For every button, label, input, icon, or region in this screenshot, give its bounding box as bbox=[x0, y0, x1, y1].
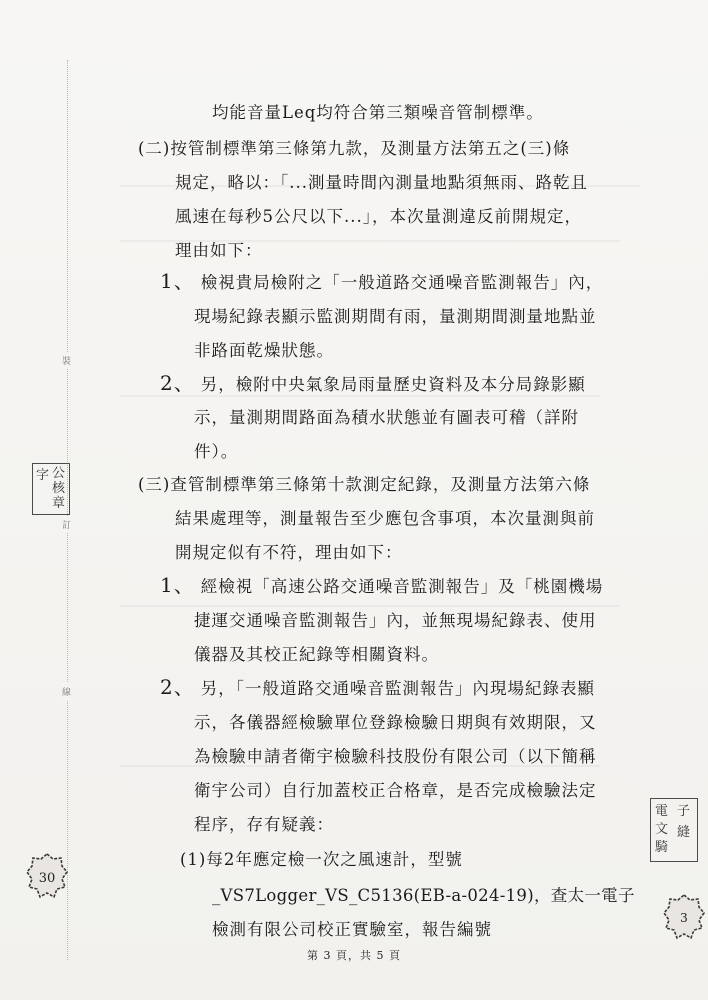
sub-item-1: (1)每2年應定檢一次之風速計，型號 bbox=[180, 850, 463, 869]
section-heading-3: (三)查管制標準第三條第十款測定紀錄，及測量方法第六條 bbox=[138, 475, 591, 494]
paragraph-line: 開規定似有不符，理由如下： bbox=[175, 543, 403, 562]
svg-text:3: 3 bbox=[680, 911, 688, 925]
paragraph-line: 捷運交通噪音監測報告」內，並無現場紀錄表、使用 bbox=[194, 611, 597, 630]
list-item-1: 1、 經檢視「高速公路交通噪音監測報告」及「桃園機場 bbox=[160, 573, 604, 597]
list-item-2: 2、 另，檢附中央氣象局雨量歷史資料及本分局錄影顯 bbox=[160, 371, 586, 395]
binding-mark-zhuang: 裝 bbox=[62, 352, 71, 369]
paragraph-line: 示，量測期間路面為積水狀態並有圖表可稽（詳附 bbox=[194, 408, 579, 427]
paragraph-line: _VS7Logger_VS_C5136(EB-a-024-19)，查太一電子 bbox=[212, 886, 635, 905]
list-number: 2、 bbox=[160, 675, 195, 699]
paragraph-line: 件）。 bbox=[194, 442, 239, 461]
binding-mark-xian: 線 bbox=[62, 683, 71, 700]
svg-text:30: 30 bbox=[38, 871, 56, 886]
paragraph-line: 程序，存有疑義： bbox=[194, 815, 334, 834]
paragraph-line: 儀器及其校正紀錄等相關資料。 bbox=[194, 645, 439, 664]
paragraph-line: 為檢驗申請者衛宇檢驗科技股份有限公司（以下簡稱 bbox=[194, 747, 597, 766]
page-seal-badge-left bbox=[26, 852, 68, 902]
binding-mark-ding: 訂 bbox=[62, 516, 71, 533]
list-item-1: 1、 檢視貴局檢附之「一般道路交通噪音監測報告」內， bbox=[160, 269, 604, 293]
section-heading-2: (二)按管制標準第三條第九款，及測量方法第五之(三)條 bbox=[138, 139, 571, 158]
list-item-2: 2、 另，「一般道路交通噪音監測報告」內現場紀錄表顯 bbox=[160, 675, 595, 699]
paragraph-line: 衛宇公司）自行加蓋校正合格章，是否完成檢驗法定 bbox=[194, 781, 597, 800]
paragraph-line: 規定，略以：「...測量時間內測量地點須無雨、路乾且 bbox=[175, 173, 588, 192]
official-seal-stamp: 字 公 核 章 bbox=[32, 463, 70, 515]
paragraph-line: 非路面乾燥狀態。 bbox=[194, 341, 334, 360]
paragraph-line: 檢測有限公司校正實驗室，報告編號 bbox=[212, 920, 492, 939]
paragraph-line: 結果處理等，測量報告至少應包含事項，本次量測與前 bbox=[175, 509, 595, 528]
electronic-seam-stamp: 電 子 文 騎 縫 bbox=[650, 798, 698, 862]
page-footer: 第 3 頁，共 5 頁 bbox=[307, 949, 401, 962]
list-number: 1、 bbox=[160, 573, 195, 597]
list-number: 1、 bbox=[160, 269, 195, 293]
paragraph-line: 示，各儀器經檢驗單位登錄檢驗日期與有效期限，又 bbox=[194, 713, 597, 732]
page-seal-badge-right bbox=[663, 893, 705, 943]
paragraph-line: 現場紀錄表顯示監測期間有雨，量測期間測量地點並 bbox=[194, 307, 597, 326]
paragraph-line: 均能音量Leq均符合第三類噪音管制標準。 bbox=[212, 103, 544, 122]
paragraph-line: 風速在每秒5公尺以下...」，本次量測違反前開規定， bbox=[175, 207, 582, 226]
paragraph-line: 理由如下： bbox=[175, 241, 263, 260]
list-number: 2、 bbox=[160, 371, 195, 395]
